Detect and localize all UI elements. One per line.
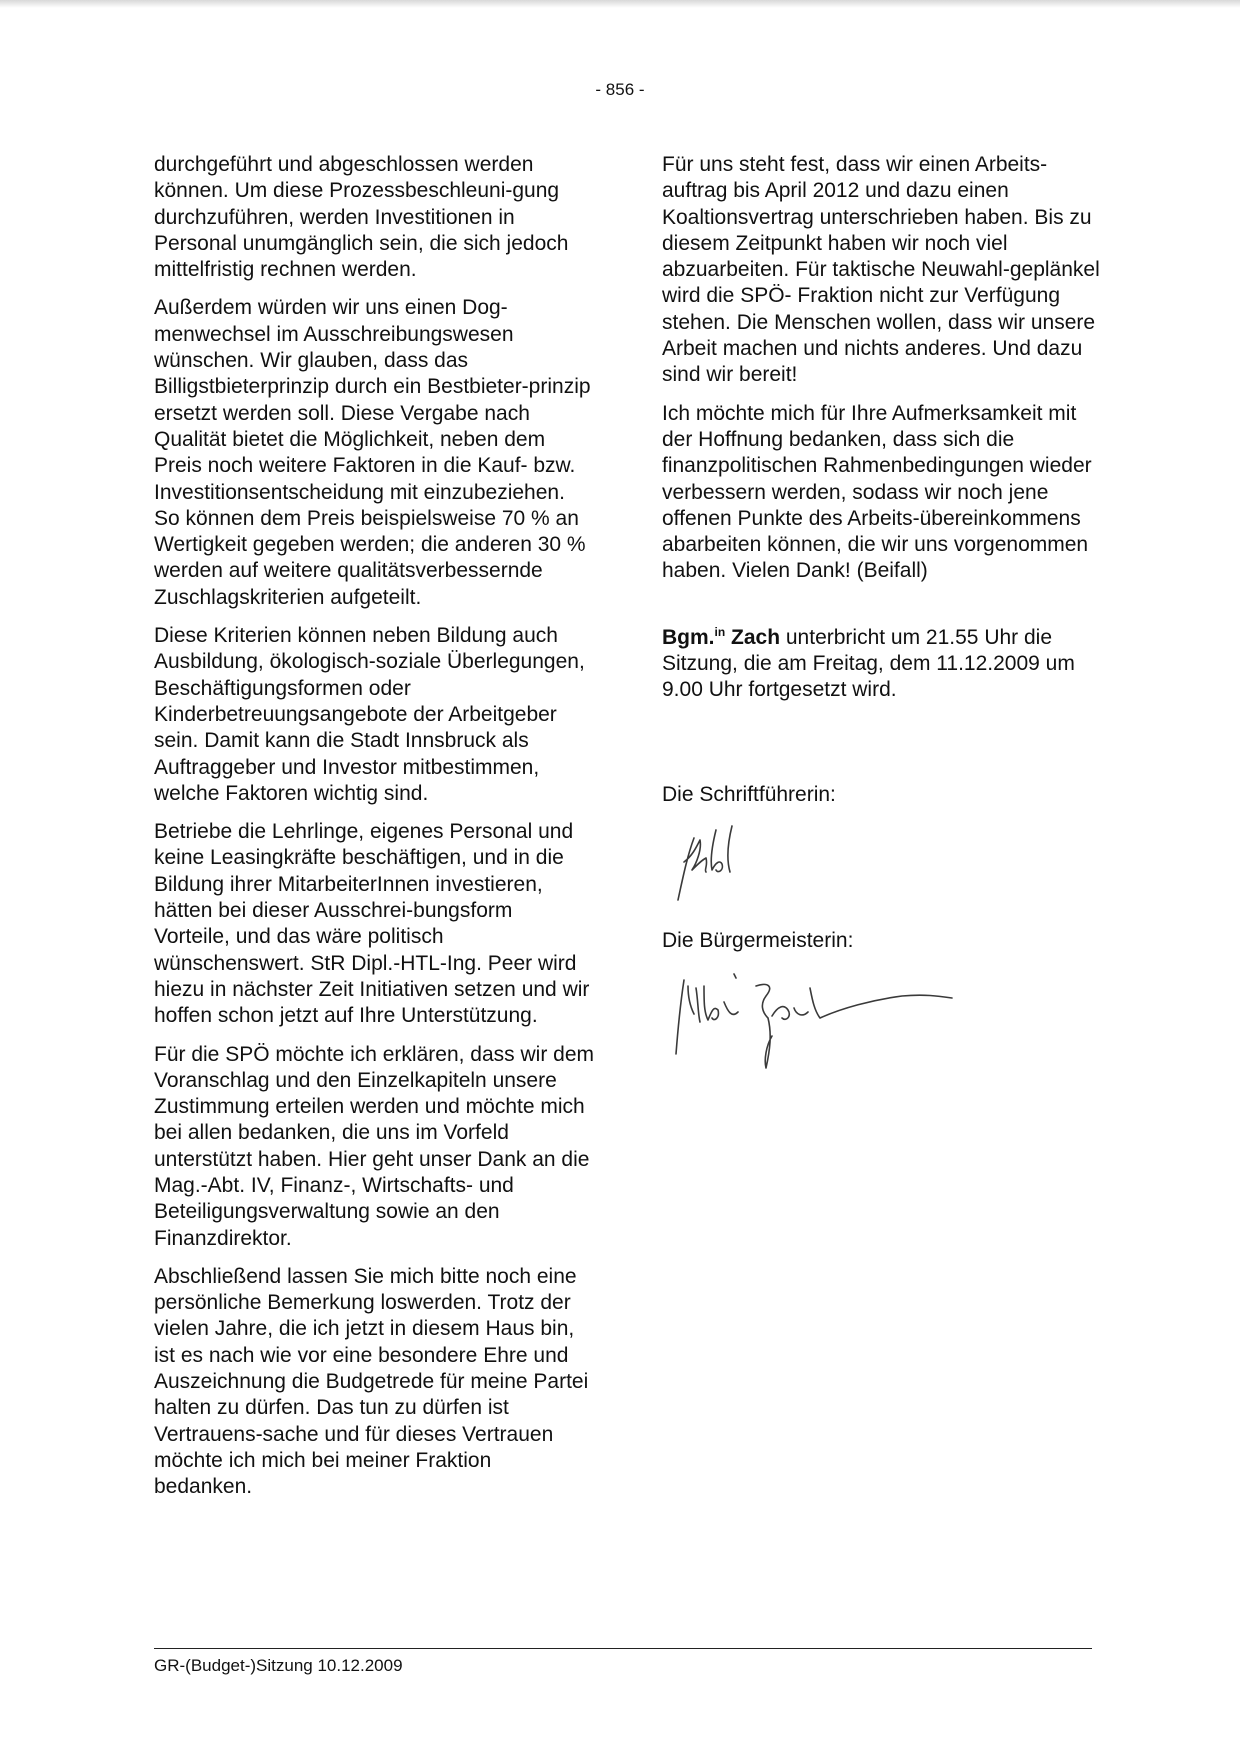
speaker-name: Zach <box>731 625 781 649</box>
speaker-title: Bgm. <box>662 625 715 649</box>
secretary-signature <box>662 820 862 910</box>
mayor-signature <box>662 966 1002 1076</box>
paragraph: Ich möchte mich für Ihre Aufmerksamkeit mit der Hoffnung bedanken, dass sich die finanzpolitischen Rahmenbedingungen wieder verbessern werden, sodass wir noch jene offenen Punkte des Arbeits-übereinkommens abarbeiten können, die wir uns vorgenommen haben. Vielen Dank! (Beifall) <box>662 401 1092 583</box>
secretary-label: Die Schriftführerin: <box>662 782 836 806</box>
scan-edge <box>0 0 1240 8</box>
page-number: - 856 - <box>595 80 645 99</box>
paragraph: Abschließend lassen Sie mich bitte noch eine persönliche Bemerkung loswerden. Trotz der vielen Jahre, die ich jetzt in diesem Haus bin, ist es nach wie vor eine besondere Ehre und Auszeichnung die Budgetrede für meine Partei halten zu dürfen. Das tun zu dürfen ist Vertrauens-sache und für dieses Vertrauen möchte ich mich bei meiner Fraktion bedanken. <box>154 1264 589 1499</box>
paragraph: durchgeführt und abgeschlossen werden können. Um diese Prozessbeschleuni-gung durchzuführen, werden Investitionen in Personal unumgänglich sein, die sich jedoch mittelfristig rechnen werden. <box>154 153 569 282</box>
paragraph: Diese Kriterien können neben Bildung auch Ausbildung, ökologisch-soziale Überlegungen, Beschäftigungsformen oder Kinderbetreuungsangebote der Arbeitgeber sein. Damit kann die Stadt Innsbruck als Auftraggeber und Investor mitbestimmen, welche Faktoren wichtig sind. <box>154 624 585 805</box>
interruption-text: unterbricht um 21.55 Uhr die Sitzung, die am Freitag, dem 11.12.2009 um 9.00 Uhr fortgesetzt wird. <box>662 625 1075 702</box>
mayor-label: Die Bürgermeisterin: <box>662 928 854 952</box>
session-interruption <box>662 619 1102 704</box>
paragraph: Betriebe die Lehrlinge, eigenes Personal und keine Leasingkräfte beschäftigen, und in die Bildung ihrer MitarbeiterInnen investieren, hätten bei dieser Ausschrei-bungsform Vorteile, und das wäre politisch wünschenswert. StR Dipl.-HTL-Ing. Peer wird hiezu in nächster Zeit Initiativen setzen und wir hoffen schon jetzt auf Ihre Unterstützung. <box>154 820 590 1028</box>
footer-rule <box>154 1648 1092 1649</box>
footer-text: GR-(Budget-)Sitzung 10.12.2009 <box>154 1656 403 1675</box>
paragraph: Für uns steht fest, dass wir einen Arbeits-auftrag bis April 2012 und dazu einen Koaltionsvertrag unterschrieben haben. Bis zu diesem Zeitpunkt haben wir noch viel abzuarbeiten. Für taktische Neuwahl-geplänkel wird die SPÖ- Fraktion nicht zur Verfügung stehen. Die Menschen wollen, dass wir unsere Arbeit machen und nichts anderes. Und dazu sind wir bereit! <box>662 153 1100 387</box>
speaker-suffix: in <box>714 624 726 639</box>
paragraph: Für die SPÖ möchte ich erklären, dass wir dem Voranschlag und den Einzelkapiteln unsere Zustimmung erteilen werden und möchte mich bei allen bedanken, die uns im Vorfeld unterstützt haben. Hier geht unser Dank an die Mag.-Abt. IV, Finanz-, Wirtschafts- und Beteiligungsverwaltung sowie an den Finanzdirektor. <box>154 1042 594 1250</box>
left-column <box>154 152 594 1513</box>
right-column <box>662 152 1102 1076</box>
paragraph: Außerdem würden wir uns einen Dog-menwechsel im Ausschreibungswesen wünschen. Wir glauben, dass das Billigstbieterprinzip durch ein Bestbieter-prinzip ersetzt werden soll. Diese Vergabe nach Qualität bietet die Möglichkeit, neben dem Preis noch weitere Faktoren in die Kauf- bzw. Investitionsentscheidung mit einzubeziehen. So können dem Preis beispielsweise 70 % an Wertigkeit gegeben werden; die anderen 30 % werden auf weitere qualitätsverbessernde Zuschlagskriterien aufgeteilt. <box>154 296 591 609</box>
